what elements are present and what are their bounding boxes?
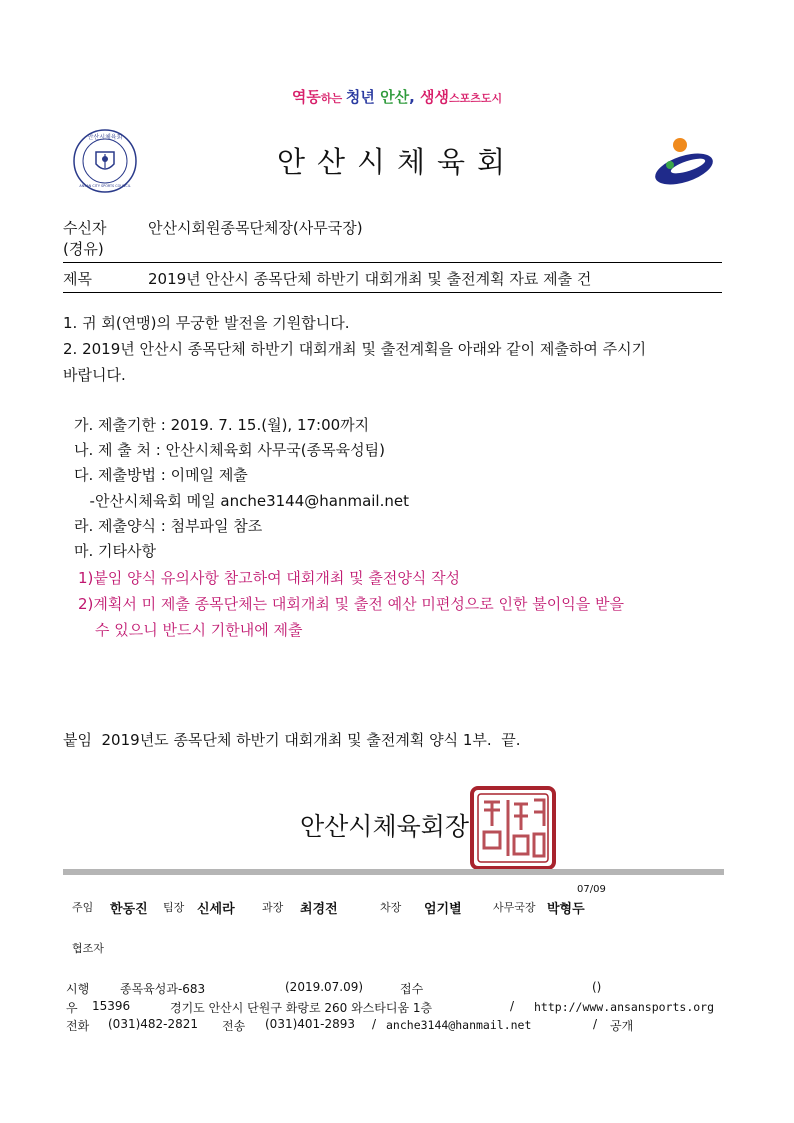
- note-item: 수 있으니 반드시 기한내에 제출: [95, 621, 303, 639]
- note-item: 1)붙임 양식 유의사항 참고하여 대회개최 및 출전양식 작성: [78, 569, 461, 587]
- phone-number: (031)482-2821: [108, 1017, 199, 1031]
- approval-role: 팀장: [163, 901, 185, 914]
- list-item: 라. 제출양식 : 첨부파일 참조: [74, 517, 263, 535]
- list-item: 다. 제출방법 : 이메일 제출: [74, 466, 248, 484]
- approval-name: 한동진: [110, 902, 148, 917]
- website-link[interactable]: http://www.ansansports.org: [534, 1000, 715, 1014]
- receipt-value: (): [592, 980, 602, 994]
- divider-bar: [63, 869, 724, 875]
- subject-value: 2019년 안산시 종목단체 하반기 대회개최 및 출전계획 자료 제출 건: [148, 270, 592, 288]
- address: 경기도 안산시 단원구 화랑로 260 와스타디움 1층: [170, 1001, 433, 1015]
- divider: [63, 292, 722, 293]
- slogan-part: 스포츠도시: [449, 92, 503, 105]
- postal-label: 우: [66, 1001, 78, 1015]
- slogan-part: 청년: [345, 88, 381, 106]
- slogan: [0, 86, 794, 107]
- approval-role: 사무국장: [493, 901, 536, 914]
- approval-name: 엄기별: [424, 902, 462, 917]
- approval-role: 주임: [72, 901, 94, 914]
- list-item: 가. 제출기한 : 2019. 7. 15.(월), 17:00까지: [74, 416, 370, 434]
- paragraph-2: 2. 2019년 안산시 종목단체 하반기 대회개최 및 출전계획을 아래와 같이 제출하여 주시기: [63, 340, 647, 358]
- recipient-label: 수신자: [63, 219, 107, 237]
- attachment-line: 붙임 2019년도 종목단체 하반기 대회개최 및 출전계획 양식 1부. 끝.: [63, 731, 521, 749]
- fax-label: 전송: [222, 1019, 246, 1033]
- approval-date: 07/09: [577, 884, 606, 895]
- separator: /: [372, 1017, 377, 1031]
- page-title: 안산시체육회: [276, 145, 518, 179]
- slogan-part: 생생: [420, 88, 450, 106]
- postal-code: 15396: [92, 999, 131, 1013]
- disclosure-status: 공개: [610, 1019, 634, 1033]
- via-label: (경유): [63, 240, 104, 258]
- note-item: 2)계획서 미 제출 종목단체는 대회개최 및 출전 예산 미편성으로 인한 불이익을 받을: [78, 595, 625, 613]
- list-item: 마. 기타사항: [74, 542, 156, 560]
- emblem-text: 안산시체육회: [87, 134, 123, 141]
- enforce-label: 시행: [66, 982, 90, 996]
- sender-name: 안산시체육회장: [300, 812, 470, 841]
- subject-label: 제목: [63, 270, 92, 288]
- enforce-date: (2019.07.09): [285, 980, 364, 994]
- divider: [63, 262, 722, 263]
- slogan-part: 하는: [320, 92, 346, 105]
- paragraph-2-cont: 바랍니다.: [63, 366, 126, 384]
- email-link[interactable]: anche3144@hanmail.net: [386, 1018, 532, 1032]
- list-item: -안산시체육회 메일 anche3144@hanmail.net: [80, 492, 409, 510]
- approval-name: 신세라: [197, 902, 235, 917]
- slogan-part: ,: [409, 88, 421, 106]
- separator: /: [510, 999, 515, 1013]
- phone-label: 전화: [66, 1019, 90, 1033]
- receipt-label: 접수: [400, 982, 424, 996]
- approval-name: 최경전: [300, 902, 338, 917]
- slogan-part: 안산: [380, 88, 410, 106]
- recipient-value: 안산시회원종목단체장(사무국장): [148, 219, 363, 237]
- emblem-sub-text: ANSAN CITY SPORTS COUNCIL: [79, 184, 131, 188]
- approval-role: 차장: [380, 901, 402, 914]
- official-seal-icon: [470, 786, 556, 870]
- cooperator-label: 협조자: [72, 942, 104, 955]
- city-logo-icon: [650, 135, 718, 190]
- separator: /: [593, 1017, 598, 1031]
- enforce-number: 종목육성과-683: [120, 982, 206, 996]
- approval-name: 박형두: [547, 902, 585, 917]
- paragraph-1: 1. 귀 회(연맹)의 무궁한 발전을 기원합니다.: [63, 314, 350, 332]
- list-item: 나. 제 출 처 : 안산시체육회 사무국(종목육성팀): [74, 441, 385, 459]
- slogan-part: 역동: [291, 88, 321, 106]
- approval-role: 과장: [262, 901, 284, 914]
- fax-number: (031)401-2893: [265, 1017, 356, 1031]
